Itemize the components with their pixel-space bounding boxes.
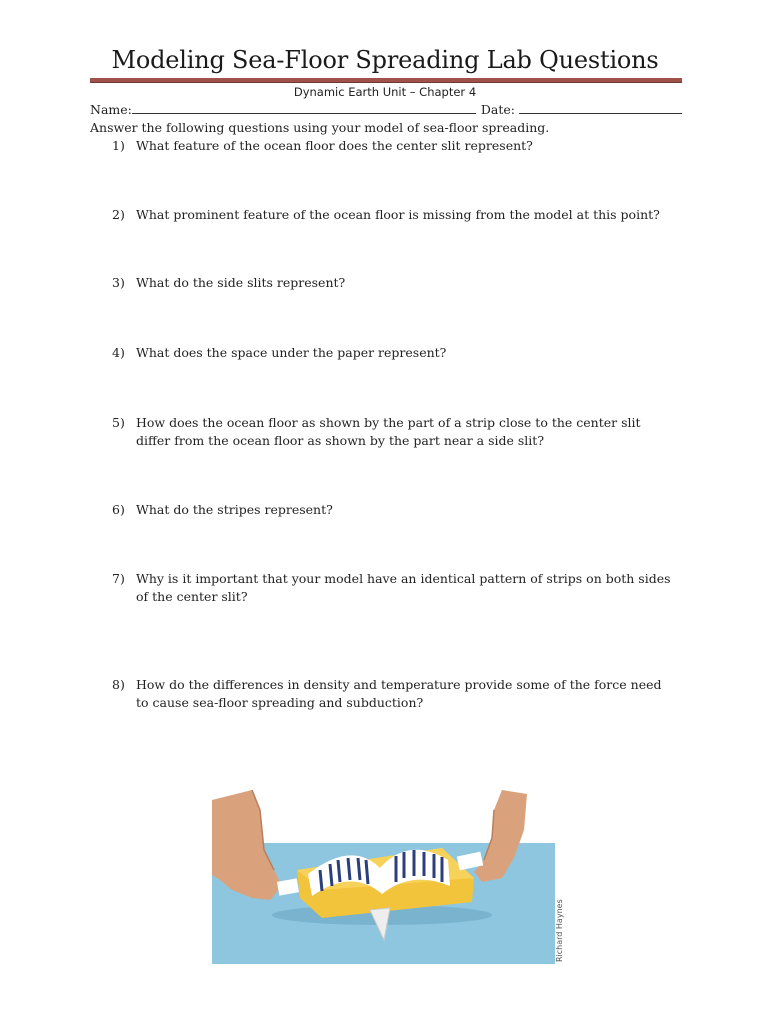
page-title: Modeling Sea-Floor Spreading Lab Questions <box>111 46 659 74</box>
page-subtitle: Dynamic Earth Unit – Chapter 4 <box>293 85 477 99</box>
model-photo <box>212 790 555 964</box>
question-number: 1) <box>112 138 125 153</box>
name-label: Name: <box>90 102 132 117</box>
date-label: Date: <box>480 102 515 117</box>
question-number: 4) <box>112 345 125 360</box>
question-number: 6) <box>112 502 125 517</box>
date-field[interactable] <box>519 102 682 114</box>
question-text: What feature of the ocean floor does the center slit represent? <box>136 138 533 153</box>
question-number: 5) <box>112 415 125 430</box>
question-item <box>112 206 672 224</box>
question-text: What prominent feature of the ocean floor is missing from the model at this point? <box>136 207 660 222</box>
question-item <box>112 676 672 712</box>
photo-credit: Richard Haynes <box>555 899 564 962</box>
question-number: 2) <box>112 207 125 222</box>
question-item <box>112 274 672 292</box>
instructions: Answer the following questions using your model of sea-floor spreading. <box>90 120 550 135</box>
name-field[interactable] <box>132 102 476 114</box>
question-item <box>112 501 672 519</box>
question-number: 7) <box>112 571 125 586</box>
question-item <box>112 570 672 606</box>
question-number: 8) <box>112 677 125 692</box>
question-item <box>112 137 672 155</box>
question-text: What does the space under the paper represent? <box>136 345 447 360</box>
question-item <box>112 414 672 450</box>
title-rule <box>90 78 682 83</box>
question-text: Why is it important that your model have an identical pattern of strips on both sides of the center slit? <box>136 571 671 604</box>
question-number: 3) <box>112 275 125 290</box>
question-item <box>112 344 672 362</box>
name-date-line <box>90 102 682 117</box>
question-text: How do the differences in density and temperature provide some of the force need to cause sea-floor spreading and subduction? <box>136 677 662 710</box>
question-text: What do the side slits represent? <box>136 275 346 290</box>
question-text: How does the ocean floor as shown by the part of a strip close to the center slit differ from the ocean floor as shown by the part near a side slit? <box>136 415 641 448</box>
question-text: What do the stripes represent? <box>136 502 333 517</box>
